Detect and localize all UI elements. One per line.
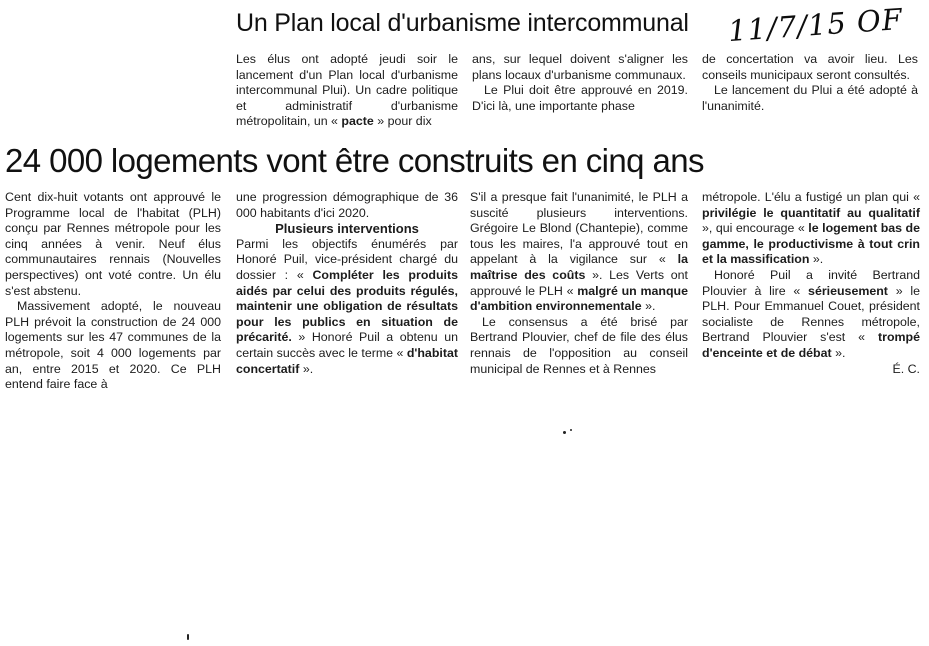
bold-quote: trompé d'enceinte et de débat — [702, 330, 920, 360]
text-run: ». Les Verts ont approuvé le PLH « — [470, 267, 688, 298]
text-run: ». — [302, 361, 314, 376]
article2-column-2 — [236, 190, 458, 377]
bold-quote: la maîtrise des coûts — [470, 252, 688, 282]
text-run: métropole. L'élu a fustigé un plan qui « — [702, 190, 920, 204]
article2-col2-paragraph-2 — [236, 237, 458, 377]
article1-col2-paragraph-2: Le Plui doit être approuvé en 2019. D'ici là, une importante phase — [472, 83, 688, 113]
text-run: » pour dix — [377, 114, 432, 129]
text-run: », qui encourage « — [702, 221, 805, 236]
article1-headline: Un Plan local d'urbanisme intercommunal — [236, 9, 689, 37]
article2-col4-paragraph-2 — [702, 268, 920, 362]
article1-col3-paragraph-1: de concertation va avoir lieu. Les conseils municipaux seront consultés. — [702, 52, 918, 82]
text-run: Parmi les objectifs énumérés par Honoré Puil, vice-président chargé du dossier : « — [236, 236, 458, 282]
scan-speck — [570, 429, 572, 431]
article2-col1-paragraph-1: Cent dix-huit votants ont approuvé le Programme local de l'habitat (PLH) conçu par Rennes métropole pour les cinq années à venir. Neuf élus communautaires rennais (Nouvelles perspectives) ont voté contre. Un élu s'est abstenu. — [5, 190, 221, 298]
bold-quote: sérieusement — [808, 283, 888, 298]
text-run: Honoré Puil a invité Bertrand Plouvier à lire « — [702, 267, 920, 298]
scan-speck — [187, 634, 189, 640]
text-run: ». — [645, 299, 656, 314]
article2-col4-paragraph-1 — [702, 190, 920, 268]
article2-column-1 — [5, 190, 221, 393]
bold-quote: le logement bas de gamme, le productivisme à tout crin et la massification — [702, 221, 920, 267]
handwritten-date-note: 11/7/15 OF — [727, 1, 904, 49]
text-run: » Honoré Puil a obtenu un certain succès avec le terme « — [236, 330, 458, 360]
article1-column-2 — [472, 52, 688, 114]
article1-column-1 — [236, 52, 458, 130]
bold-quote: Compléter les produits aidés par celui des produits régulés, maintenir une obligation de résultats pour les publics en situation de précarité. — [236, 267, 458, 345]
text-run: » le PLH. Pour Emmanuel Couet, président socialiste de Rennes métropole, Bertrand Plouvier s'est « — [702, 283, 920, 345]
article2-column-3 — [470, 190, 688, 377]
article1-col2-paragraph-1: ans, sur lequel doivent s'aligner les plans locaux d'urbanisme communaux. — [472, 52, 688, 82]
scan-speck — [563, 431, 566, 434]
bold-term: pacte — [341, 114, 374, 129]
article2-col3-paragraph-2: Le consensus a été brisé par Bertrand Plouvier, chef de file des élus rennais de l'opposition au conseil municipal de Rennes et à Rennes — [470, 314, 688, 376]
bold-quote: malgré un manque d'ambition environnementale — [470, 283, 688, 314]
text-run: ». — [835, 345, 846, 360]
article2-col1-paragraph-2: Massivement adopté, le nouveau PLH prévoit la construction de 24 000 logements sur les 47 communes de la métropole, soit 4 000 logements par an, entre 2015 et 2020. Ce PLH entend faire face à — [5, 299, 221, 392]
bold-quote: d'habitat concertatif — [236, 345, 458, 376]
text-run: ». — [812, 252, 824, 267]
article2-col2-paragraph-1: une progression démographique de 36 000 habitants d'ici 2020. — [236, 190, 458, 220]
article1-col3-paragraph-2: Le lancement du Plui a été adopté à l'unanimité. — [702, 83, 918, 113]
article2-headline: 24 000 logements vont être construits en cinq ans — [5, 142, 704, 179]
text-run: Les élus ont adopté jeudi soir le lancement d'un Plan local d'urbanisme intercommunal Plui). Un cadre politique et administratif d'urbanisme métropolitain, un « — [236, 52, 458, 129]
article2-column-4 — [702, 190, 920, 377]
article2-subhead: Plusieurs interventions — [275, 221, 419, 237]
bold-quote: privilégie le quantitatif au qualitatif — [702, 205, 920, 220]
author-signature: É. C. — [892, 361, 920, 376]
text-run: S'il a presque fait l'unanimité, le PLH a suscité plusieurs interventions. Grégoire Le Blond (Chantepie), comme tous les maires, l'a approuvé tout en appelant à la vigilance sur « — [470, 190, 688, 267]
article1-column-3 — [702, 52, 918, 114]
article2-col3-paragraph-1 — [470, 190, 688, 315]
article1-col1-paragraph — [236, 52, 458, 130]
